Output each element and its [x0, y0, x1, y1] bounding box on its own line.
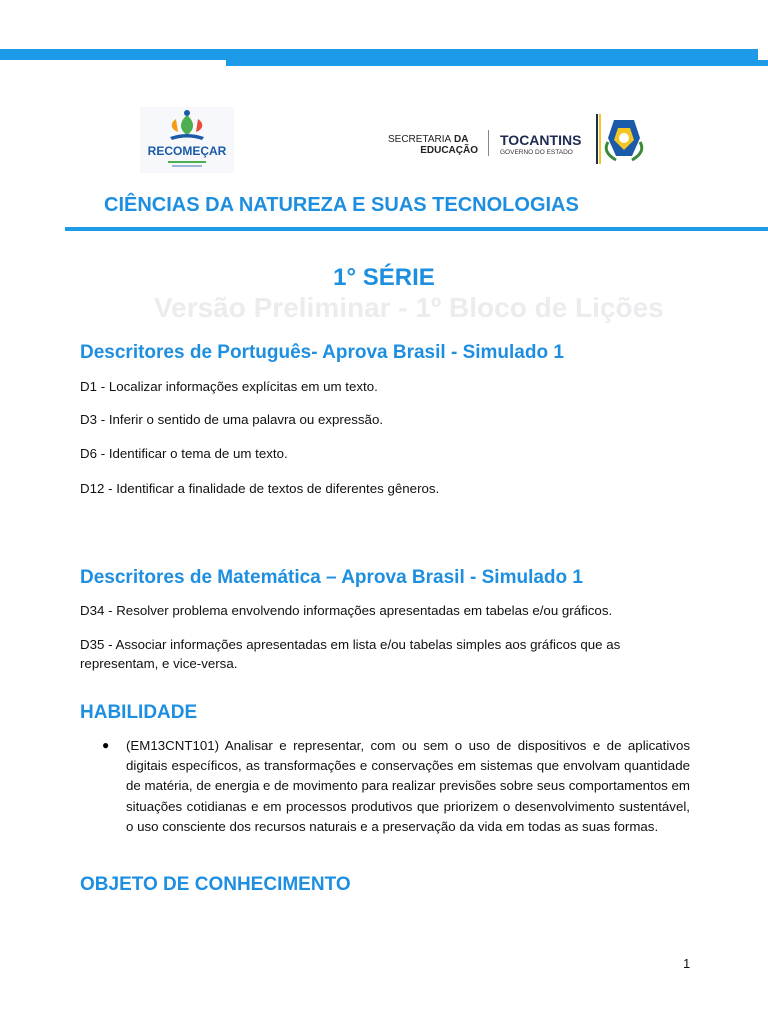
top-accent-bar [0, 49, 758, 60]
educacao-text: EDUCAÇÃO [420, 145, 478, 156]
portugues-heading: Descritores de Português- Aprova Brasil - Simulado 1 [80, 342, 564, 363]
portugues-descriptor-d3: D3 - Inferir o sentido de uma palavra ou expressão. [80, 412, 384, 427]
bullet-icon: ● [102, 738, 110, 752]
secretaria-tocantins-logo [386, 112, 661, 167]
portugues-descriptor-d1: D1 - Localizar informações explícitas em um texto. [80, 379, 378, 394]
recomecar-logo [140, 107, 234, 173]
habilidade-text: (EM13CNT101) Analisar e representar, com ou sem o uso de dispositivos e de aplicativos digitais específicos, as transformações e conservações em sistemas que envolvam quantidade de matéria, de energia e de movimento para realizar previsões sobre seus comportamentos em situações cotidianas e em processos produtivos que priorizem o desenvolvimento sustentável, o uso consciente dos recursos naturais e a preservação da vida em todas as suas formas. [126, 738, 690, 834]
recomecar-logo-text: RECOMEÇAR [147, 144, 227, 158]
top-accent-bar-lower [226, 60, 768, 66]
page-number: 1 [683, 956, 691, 971]
habilidade-heading: HABILIDADE [80, 702, 198, 723]
tocantins-text: TOCANTINS [500, 132, 582, 148]
main-title: CIÊNCIAS DA NATUREZA E SUAS TECNOLOGIAS [104, 194, 579, 216]
objeto-heading: OBJETO DE CONHECIMENTO [80, 874, 351, 895]
portugues-descriptor-d12: D12 - Identificar a finalidade de textos de diferentes gêneros. [80, 481, 440, 496]
watermark: Versão Preliminar - 1º Bloco de Lições [154, 292, 664, 323]
secretaria-da-text: DA [454, 134, 469, 145]
title-underline-bar [65, 227, 768, 231]
coat-of-arms-icon [606, 120, 642, 160]
matematica-descriptor-d35: D35 - Associar informações apresentadas em lista e/ou tabelas simples aos gráficos que as representam, e vice-versa. [80, 637, 621, 671]
governo-text: GOVERNO DO ESTADO [500, 149, 573, 156]
secretaria-text: SECRETARIA [388, 134, 452, 145]
portugues-descriptor-d6: D6 - Identificar o tema de um texto. [80, 446, 288, 461]
matematica-descriptor-d34: D34 - Resolver problema envolvendo informações apresentadas em tabelas e/ou gráficos. [80, 603, 613, 618]
matematica-heading: Descritores de Matemática – Aprova Brasil - Simulado 1 [80, 567, 583, 588]
serie-heading: 1° SÉRIE [333, 264, 435, 291]
